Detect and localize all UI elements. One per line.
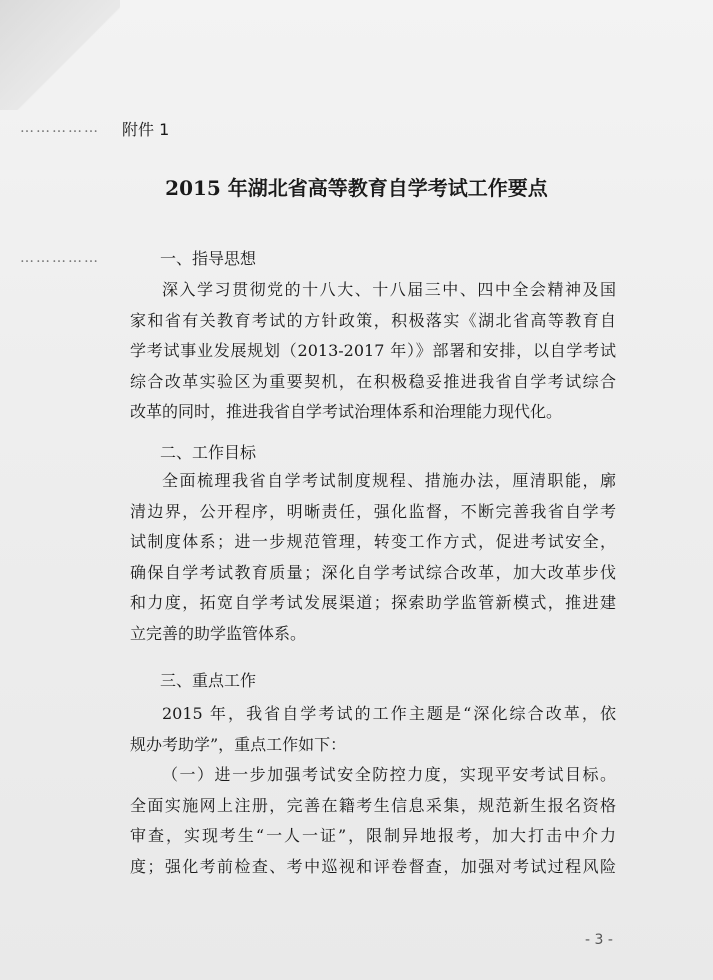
text-line: 全面梳理我省自学考试制度规程、措施办法，厘清职能，廓 (162, 471, 616, 490)
text-line: 度；强化考前检查、考中巡视和评卷督查，加强对考试过程风险 (130, 856, 616, 876)
section-heading: 三、重点工作 (160, 671, 257, 690)
margin-mark: …………… (20, 250, 100, 266)
text-line: （一）进一步加强考试安全防控力度，实现平安考试目标。 (162, 765, 616, 784)
text-line: 2015 年，我省自学考试的工作主题是“深化综合改革，依 (162, 704, 616, 723)
section-heading: 二、工作目标 (160, 443, 257, 462)
attachment-label: 附件 1 (122, 120, 170, 139)
text-line: 确保自学考试教育质量；深化自学考试综合改革，加大改革步伐 (130, 562, 616, 582)
text-line: 和力度，拓宽自学考试发展渠道；探索助学监管新模式，推进建 (130, 593, 616, 612)
page-number: - 3 - (585, 932, 613, 948)
text-line: 综合改革实验区为重要契机，在积极稳妥推进我省自学考试综合 (130, 371, 616, 391)
section-body (130, 275, 616, 428)
text-line: 深入学习贯彻党的十八大、十八届三中、四中全会精神及国 (162, 280, 616, 299)
section-body (130, 699, 616, 882)
section-body (130, 466, 616, 649)
margin-mark: …………… (20, 120, 100, 136)
text-line: 家和省有关教育考试的方针政策，积极落实《湖北省高等教育自 (130, 310, 616, 330)
folded-corner (0, 0, 120, 110)
text-line: 全面实施网上注册，完善在籍考生信息采集，规范新生报名资格 (130, 795, 616, 815)
text-line: 学考试事业发展规划（2013-2017 年）》部署和安排，以自学考试 (130, 341, 616, 360)
text-line: 立完善的助学监管体系。 (130, 623, 307, 643)
text-line: 试制度体系；进一步规范管理，转变工作方式，促进考试安全， (130, 532, 616, 551)
document-title: 2015 年湖北省高等教育自学考试工作要点 (165, 176, 548, 200)
text-line: 审查，实现考生“一人一证”，限制异地报考，加大打击中介力 (130, 826, 616, 845)
text-line: 清边界，公开程序，明晰责任，强化监督，不断完善我省自学考 (130, 501, 616, 521)
text-line: 改革的同时，推进我省自学考试治理体系和治理能力现代化。 (130, 402, 563, 421)
section-heading: 一、指导思想 (160, 249, 257, 268)
text-line: 规办考助学”，重点工作如下： (130, 734, 347, 754)
